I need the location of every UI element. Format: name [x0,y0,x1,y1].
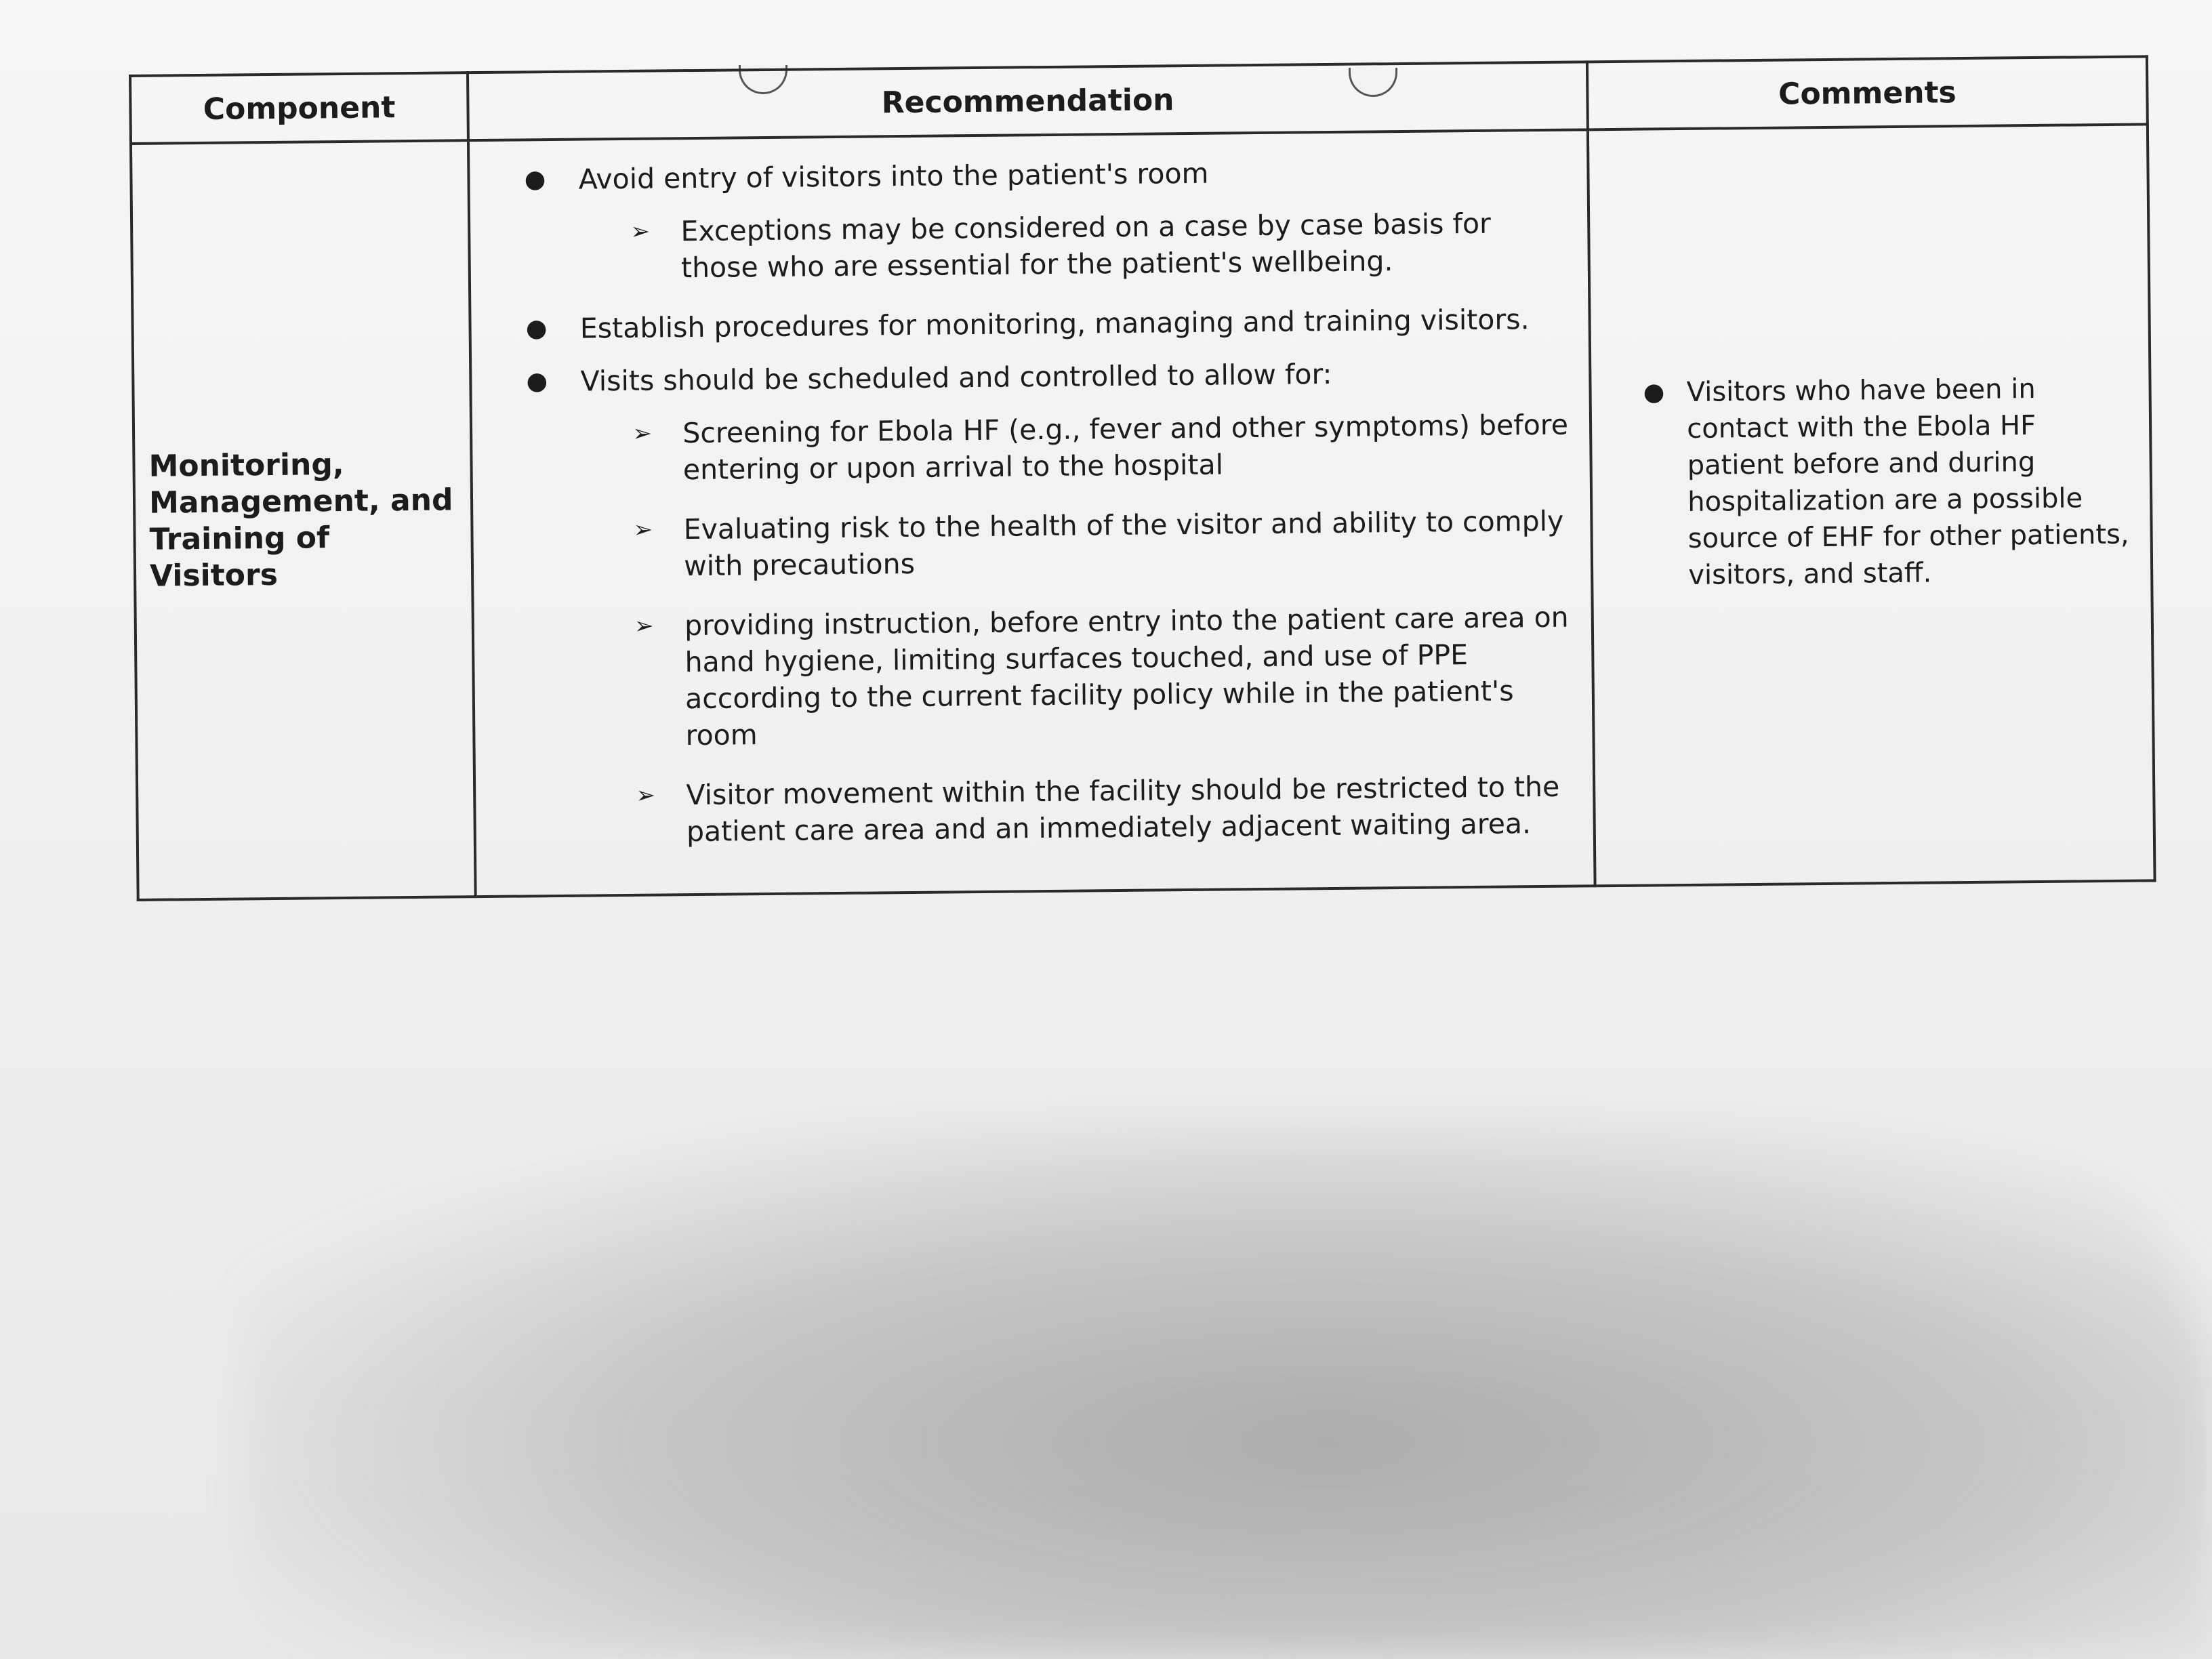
sub-item [584,769,1580,851]
sub-item-text: Exceptions may be considered on a case by case basis for those who are essential for the patient's wellbeing. [680,207,1492,285]
comment-item [1632,370,2137,594]
arrow-icon: ➢ [632,419,653,447]
comments-cell [1588,124,2155,886]
arrow-icon: ➢ [636,781,656,809]
recommendation-text: Visits should be scheduled and controlled to allow for: [580,357,1332,398]
arrow-icon: ➢ [630,218,651,245]
bullet-icon: ● [526,367,548,396]
sub-item [581,407,1576,489]
bullet-icon: ● [1643,378,1665,407]
recommendation-text: Avoid entry of visitors into the patient's room [578,157,1209,196]
recommendation-list [470,152,1580,853]
header-comments: Comments [1587,56,2148,129]
table-row [131,124,2155,900]
sub-list [581,407,1580,851]
bullet-icon: ● [524,165,546,194]
sub-item [581,503,1577,586]
sub-item-text: providing instruction, before entry into the patient care area on hand hygiene, limiting surfaces touched, and use of PPE according to the current facility policy while in the patient's room [684,600,1569,752]
recommendation-cell [468,129,1595,897]
recommendation-item [472,301,1575,348]
component-label: Monitoring, Management, and Training of Visitors [148,447,453,594]
recommendation-item [470,152,1574,289]
sub-item [579,205,1574,287]
sub-item-text: Visitor movement within the facility should be restricted to the patient care area and an immediately adjacent waiting area. [686,770,1560,848]
sub-list [579,205,1574,287]
recommendation-text: Establish procedures for monitoring, managing and training visitors. [579,303,1530,345]
header-component: Component [130,73,468,144]
bullet-icon: ● [525,314,548,343]
photo-shadow [244,1118,2212,1659]
sub-item [583,599,1579,755]
comment-text: Visitors who have been in contact with the Ebola HF patient before and during hospitalization are a possible source of EHF for other patients, visitors, and staff. [1686,373,2129,591]
sub-item-text: Evaluating risk to the health of the visitor and ability to comply with precautions [683,504,1564,583]
component-cell [131,140,476,900]
recommendation-table [129,55,2156,901]
header-recommendation: Recommendation [468,62,1588,140]
recommendation-item [472,354,1580,853]
arrow-icon: ➢ [633,516,653,544]
arrow-icon: ➢ [634,612,654,640]
sub-item-text: Screening for Ebola HF (e.g., fever and other symptoms) before entering or upon arrival to the hospital [682,408,1569,487]
